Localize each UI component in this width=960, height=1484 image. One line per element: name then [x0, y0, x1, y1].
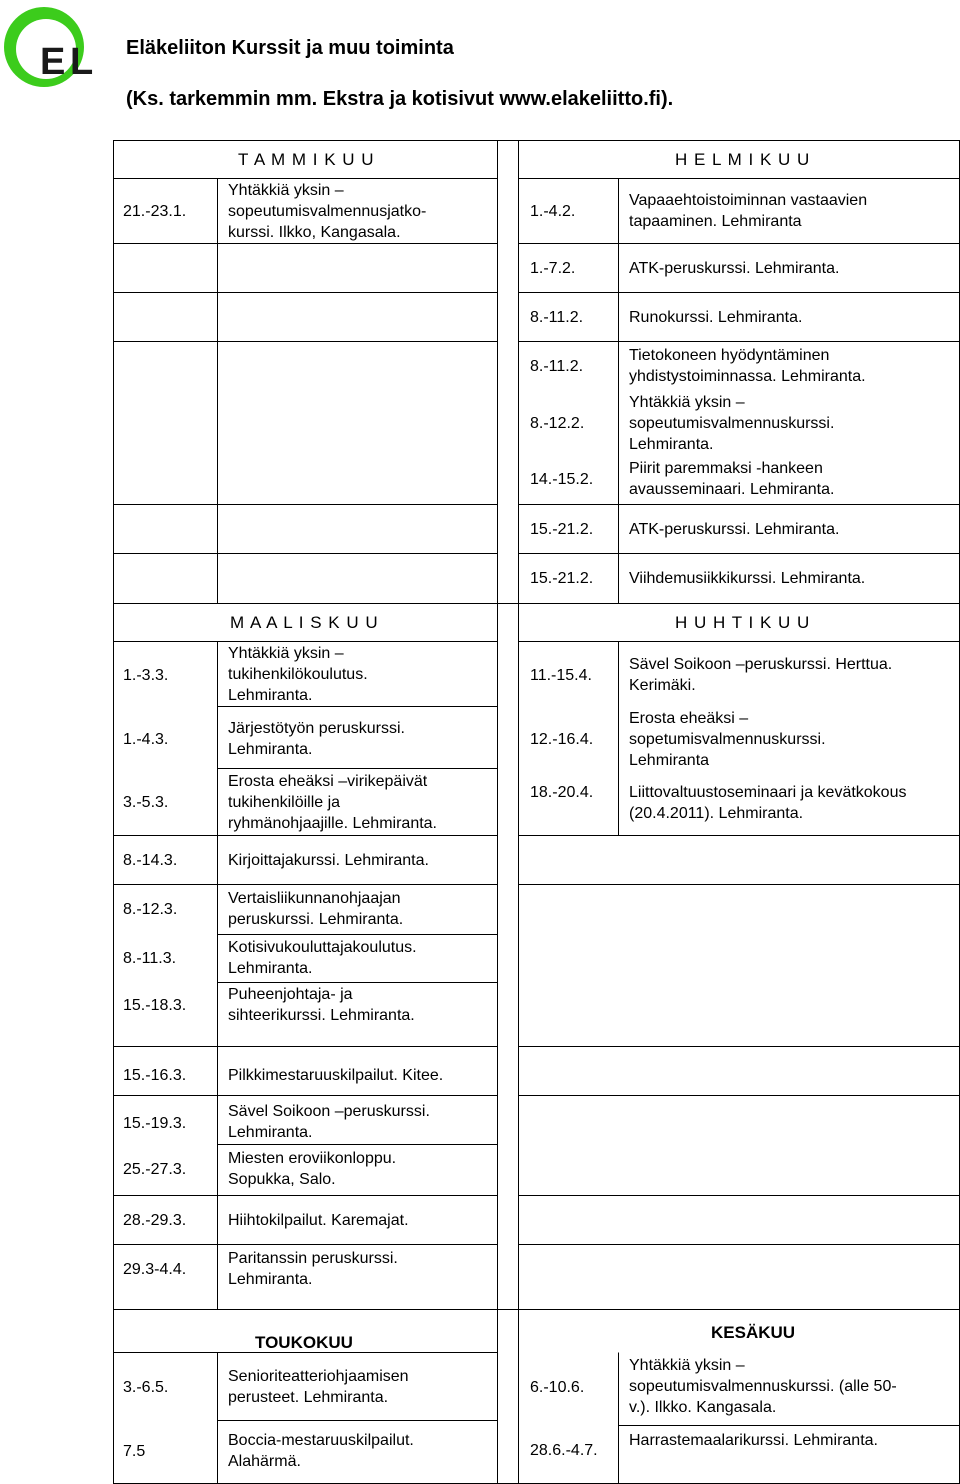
event-text: Lehmiranta. — [228, 687, 313, 704]
event-text: sopetumisvalmennuskurssi. — [629, 731, 826, 748]
event-text: Erosta eheäksi – — [629, 710, 749, 727]
event-text: Tietokoneen hyödyntäminen — [629, 347, 830, 364]
event-text: Puheenjohtaja- ja — [228, 986, 353, 1003]
event-text: tukihenkilöille ja — [228, 794, 341, 811]
event-text: Kerimäki. — [629, 677, 696, 694]
logo-text: E — [40, 41, 66, 83]
event-date: 8.-11.3. — [123, 950, 177, 967]
event-date: 3.-5.3. — [123, 794, 169, 811]
month-header-tammikuu: T A M M I K U U — [238, 150, 375, 169]
event-text: Alahärmä. — [228, 1453, 301, 1470]
event-date: 15.-21.2. — [530, 521, 594, 538]
event-text: sopeutumisvalmennuskurssi. — [629, 415, 835, 432]
page-subtitle: (Ks. tarkemmin mm. Ekstra ja kotisivut www.elakeliitto.fi). — [126, 88, 674, 110]
event-text: Yhtäkkiä yksin – — [629, 1357, 745, 1374]
event-text: Vapaaehtoistoiminnan vastaavien — [629, 192, 868, 209]
event-text: ATK-peruskurssi. Lehmiranta. — [629, 260, 840, 277]
event-date: 7.5 — [123, 1443, 146, 1460]
event-date: 1.-3.3. — [123, 667, 169, 684]
event-date: 15.-21.2. — [530, 570, 594, 587]
event-date: 15.-16.3. — [123, 1067, 187, 1084]
event-text: kurssi. Ilkko, Kangasala. — [228, 224, 401, 241]
event-text: Kotisivukouluttajakoulutus. — [228, 939, 417, 956]
event-text: Lehmiranta. — [629, 436, 714, 453]
event-date: 15.-18.3. — [123, 997, 187, 1014]
event-text: sihteerikurssi. Lehmiranta. — [228, 1007, 415, 1024]
event-text: Lehmiranta. — [228, 1124, 313, 1141]
page-title: Eläkeliiton Kurssit ja muu toiminta — [126, 37, 454, 59]
event-text: Liittovaltuustoseminaari ja kevätkokous — [629, 784, 907, 801]
eläkeliitto-logo — [2, 4, 106, 90]
event-date: 29.3-4.4. — [123, 1261, 187, 1278]
event-text: v.). Ilkko. Kangasala. — [629, 1399, 777, 1416]
event-text: Yhtäkkiä yksin – — [228, 182, 344, 199]
event-text: Sopukka, Salo. — [228, 1171, 336, 1188]
event-text: tapaaminen. Lehmiranta — [629, 213, 802, 230]
event-text: Lehmiranta — [629, 752, 710, 769]
event-date: 8.-12.2. — [530, 415, 585, 432]
event-text: peruskurssi. Lehmiranta. — [228, 911, 404, 928]
month-header-helmikuu: H E L M I K U U — [675, 150, 811, 169]
month-header-kesakuu: KESÄKUU — [711, 1323, 796, 1342]
event-date: 15.-19.3. — [123, 1115, 187, 1132]
event-date: 21.-23.1. — [123, 203, 187, 220]
event-date: 8.-11.2. — [530, 309, 584, 326]
month-header-maaliskuu: M A A L I S K U U — [230, 613, 379, 632]
event-text: Senioriteatteriohjaamisen — [228, 1368, 409, 1385]
event-text: Runokurssi. Lehmiranta. — [629, 309, 803, 326]
svg-text:L: L — [70, 41, 94, 83]
event-date: 28.6.-4.7. — [530, 1442, 598, 1459]
event-date: 3.-6.5. — [123, 1379, 169, 1396]
event-date: 11.-15.4. — [530, 667, 592, 684]
event-date: 1.-4.3. — [123, 731, 169, 748]
event-text: Pilkkimestaruuskilpailut. Kitee. — [228, 1067, 444, 1084]
event-text: Harrastemaalarikurssi. Lehmiranta. — [629, 1432, 878, 1449]
event-date: 1.-4.2. — [530, 203, 576, 220]
event-text: ATK-peruskurssi. Lehmiranta. — [629, 521, 840, 538]
event-text: (20.4.2011). Lehmiranta. — [629, 805, 804, 822]
event-text: avausseminaari. Lehmiranta. — [629, 481, 835, 498]
event-date: 14.-15.2. — [530, 471, 594, 488]
event-date: 8.-11.2. — [530, 358, 584, 375]
event-text: Piirit paremmaksi -hankeen — [629, 460, 823, 477]
event-text: Lehmiranta. — [228, 741, 313, 758]
event-text: Sävel Soikoon –peruskurssi. — [228, 1103, 430, 1120]
event-text: sopeutumisvalmennusjatko- — [228, 203, 427, 220]
event-date: 12.-16.4. — [530, 731, 594, 748]
event-text: ryhmänohjaajille. Lehmiranta. — [228, 815, 437, 832]
event-text: Kirjoittajakurssi. Lehmiranta. — [228, 852, 429, 869]
event-text: Lehmiranta. — [228, 960, 313, 977]
event-text: Lehmiranta. — [228, 1271, 313, 1288]
event-date: 8.-14.3. — [123, 852, 178, 869]
event-date: 25.-27.3. — [123, 1161, 187, 1178]
event-text: perusteet. Lehmiranta. — [228, 1389, 389, 1406]
month-header-toukokuu: TOUKOKUU — [255, 1333, 353, 1352]
month-header-huhtikuu: H U H T I K U U — [675, 613, 811, 632]
event-text: sopeutumisvalmennuskurssi. (alle 50- — [629, 1378, 897, 1395]
event-date: 1.-7.2. — [530, 260, 576, 277]
event-text: yhdistystoiminnassa. Lehmiranta. — [629, 368, 866, 385]
event-text: Paritanssin peruskurssi. — [228, 1250, 398, 1267]
event-text: Yhtäkkiä yksin – — [629, 394, 745, 411]
event-text: tukihenkilökoulutus. — [228, 666, 368, 683]
event-text: Vertaisliikunnanohjaajan — [228, 890, 401, 907]
event-date: 8.-12.3. — [123, 901, 178, 918]
event-text: Boccia-mestaruuskilpailut. — [228, 1432, 414, 1449]
event-date: 18.-20.4. — [530, 784, 594, 801]
event-text: Erosta eheäksi –virikepäivät — [228, 773, 428, 790]
event-date: 6.-10.6. — [530, 1379, 585, 1396]
event-text: Miesten eroviikonloppu. — [228, 1150, 397, 1167]
event-text: Sävel Soikoon –peruskurssi. Herttua. — [629, 656, 893, 673]
event-text: Hiihtokilpailut. Karemajat. — [228, 1212, 409, 1229]
event-text: Järjestötyön peruskurssi. — [228, 720, 405, 737]
event-date: 28.-29.3. — [123, 1212, 187, 1229]
event-text: Yhtäkkiä yksin – — [228, 645, 344, 662]
event-text: Viihdemusiikkikurssi. Lehmiranta. — [629, 570, 866, 587]
